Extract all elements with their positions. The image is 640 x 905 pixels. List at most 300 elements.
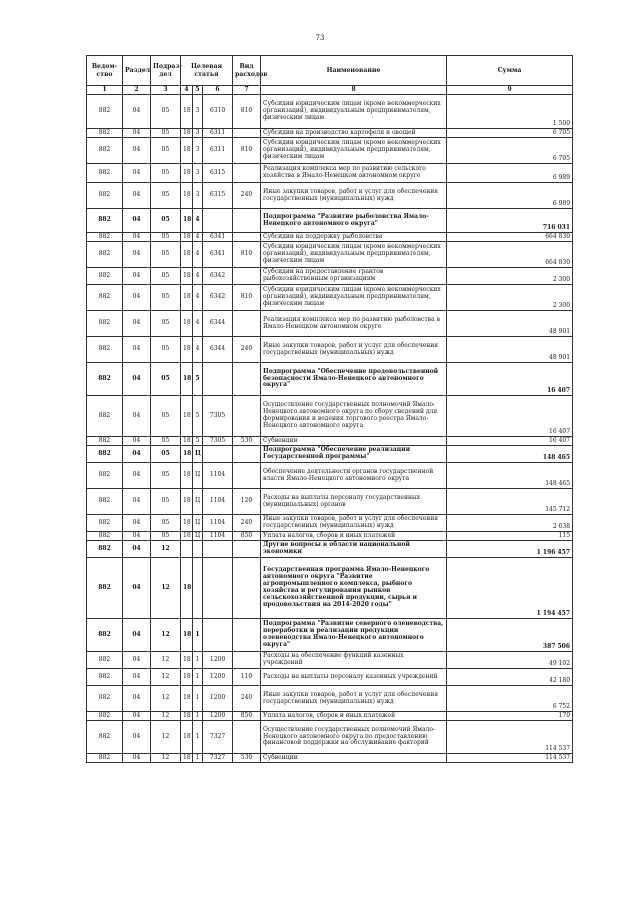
cell-naimenovanie: Иные закупки товаров, работ и услуг для обеспечения государственных (муниципальных) нужд xyxy=(261,337,447,363)
cell-summa: 6 705 xyxy=(447,138,573,164)
cell-naimenovanie: Субсидии на производство картофеля и овощей xyxy=(261,129,447,138)
cell-vid-raskhodov: 810 xyxy=(233,285,261,311)
cell-naimenovanie: Субсидии на предоставление грантов рыбохозяйственным организациям xyxy=(261,268,447,285)
cell-celevaya-code xyxy=(203,558,233,619)
cell-razdel: 04 xyxy=(123,652,151,669)
cell-vid-raskhodov: 240 xyxy=(233,515,261,532)
cell-podrazdel: 05 xyxy=(151,489,181,515)
cell-podrazdel: 05 xyxy=(151,532,181,541)
cell-razdel: 04 xyxy=(123,285,151,311)
cell-celevaya-subprogram: 3 xyxy=(193,129,203,138)
cell-vedomstvo: 882 xyxy=(87,721,123,754)
cell-razdel: 04 xyxy=(123,446,151,463)
cell-razdel: 04 xyxy=(123,337,151,363)
table-row xyxy=(87,129,573,138)
cell-celevaya-code xyxy=(203,541,233,558)
cell-celevaya-code: 1104 xyxy=(203,489,233,515)
cell-celevaya-subprogram: Ц xyxy=(193,515,203,532)
cell-razdel: 04 xyxy=(123,712,151,721)
cell-celevaya-subprogram: 4 xyxy=(193,285,203,311)
cell-vid-raskhodov xyxy=(233,541,261,558)
cell-celevaya-program: 18 xyxy=(181,515,193,532)
cell-celevaya-program: 18 xyxy=(181,652,193,669)
cell-vid-raskhodov: 810 xyxy=(233,138,261,164)
cell-naimenovanie: Расходы на обеспечение функций казенных учреждений xyxy=(261,652,447,669)
cell-vedomstvo: 882 xyxy=(87,619,123,652)
cell-celevaya-program: 18 xyxy=(181,209,193,233)
cell-naimenovanie: Уплата налогов, сборов и иных платежей xyxy=(261,532,447,541)
cell-celevaya-code: 1104 xyxy=(203,463,233,489)
cell-celevaya-code: 1200 xyxy=(203,686,233,712)
cell-summa: 664 830 xyxy=(447,233,573,242)
cell-naimenovanie: Подпрограмма "Обеспечение продовольственной безопасности Ямало-Ненецкого автономного округа" xyxy=(261,363,447,396)
cell-razdel: 04 xyxy=(123,242,151,268)
cell-celevaya-program: 18 xyxy=(181,95,193,129)
cell-vid-raskhodov: 850 xyxy=(233,532,261,541)
cell-podrazdel: 05 xyxy=(151,95,181,129)
cell-razdel: 04 xyxy=(123,754,151,763)
cell-vedomstvo: 882 xyxy=(87,686,123,712)
cell-podrazdel: 05 xyxy=(151,463,181,489)
cell-podrazdel: 05 xyxy=(151,437,181,446)
cell-celevaya-code: 1104 xyxy=(203,532,233,541)
cell-vid-raskhodov xyxy=(233,558,261,619)
table-row xyxy=(87,209,573,233)
cell-summa: 1 194 457 xyxy=(447,558,573,619)
cell-naimenovanie: Субвенции xyxy=(261,437,447,446)
cell-naimenovanie: Осуществление государственных полномочий Ямало-Ненецкого автономного округа по сбору сведений для формирования и ведения торгового реестра Ямало-Ненецкого автономного округа xyxy=(261,396,447,437)
cell-vid-raskhodov: 530 xyxy=(233,437,261,446)
cell-summa: 1 500 xyxy=(447,95,573,129)
cell-naimenovanie: Иные закупки товаров, работ и услуг для обеспечения государственных (муниципальных) нужд xyxy=(261,515,447,532)
cell-celevaya-program: 18 xyxy=(181,311,193,337)
cell-razdel: 04 xyxy=(123,721,151,754)
cell-naimenovanie: Иные закупки товаров, работ и услуг для обеспечения государственных (муниципальных) нужд xyxy=(261,686,447,712)
cell-summa: 145 712 xyxy=(447,489,573,515)
cell-razdel: 04 xyxy=(123,558,151,619)
cell-naimenovanie: Субсидии юридическим лицам (кроме некоммерческих организаций), индивидуальным предпринимателям, физическим лицам xyxy=(261,242,447,268)
cell-celevaya-code: 7305 xyxy=(203,396,233,437)
cell-celevaya-program: 18 xyxy=(181,463,193,489)
cell-celevaya-code: 6310 xyxy=(203,95,233,129)
cell-vid-raskhodov: 120 xyxy=(233,489,261,515)
cell-vedomstvo: 882 xyxy=(87,337,123,363)
cell-vedomstvo: 882 xyxy=(87,558,123,619)
cell-naimenovanie: Подпрограмма "Обеспечение реализации Государственной программы" xyxy=(261,446,447,463)
cell-celevaya-subprogram: 4 xyxy=(193,209,203,233)
cell-celevaya-subprogram: 3 xyxy=(193,164,203,183)
cell-celevaya-subprogram: 1 xyxy=(193,721,203,754)
cell-celevaya-code: 1200 xyxy=(203,669,233,686)
cell-vid-raskhodov xyxy=(233,164,261,183)
cell-celevaya-code: 1200 xyxy=(203,652,233,669)
cell-podrazdel: 12 xyxy=(151,541,181,558)
cell-vedomstvo: 882 xyxy=(87,446,123,463)
cell-celevaya-program: 18 xyxy=(181,183,193,209)
cell-celevaya-code: 6342 xyxy=(203,285,233,311)
cell-podrazdel: 05 xyxy=(151,396,181,437)
column-number: 8 xyxy=(261,86,447,95)
header-vid-raskhodov: Вид расходов xyxy=(233,56,261,86)
cell-vid-raskhodov: 810 xyxy=(233,242,261,268)
page-number: 73 xyxy=(315,34,325,42)
cell-podrazdel: 05 xyxy=(151,183,181,209)
cell-celevaya-subprogram: 3 xyxy=(193,95,203,129)
cell-podrazdel: 05 xyxy=(151,285,181,311)
cell-summa: 148 465 xyxy=(447,463,573,489)
cell-naimenovanie: Субвенции xyxy=(261,754,447,763)
cell-celevaya-program: 18 xyxy=(181,129,193,138)
table-row xyxy=(87,446,573,463)
cell-vedomstvo: 882 xyxy=(87,541,123,558)
header-vedomstvo: Ведом-ство xyxy=(87,56,123,86)
cell-vedomstvo: 882 xyxy=(87,396,123,437)
cell-celevaya-program: 18 xyxy=(181,138,193,164)
table-row xyxy=(87,558,573,619)
cell-celevaya-subprogram: 4 xyxy=(193,311,203,337)
cell-celevaya-program xyxy=(181,541,193,558)
cell-vid-raskhodov xyxy=(233,311,261,337)
cell-naimenovanie: Подпрограмма "Развитие рыболовства Ямало-Ненецкого автономного округа" xyxy=(261,209,447,233)
cell-vid-raskhodov xyxy=(233,652,261,669)
cell-celevaya-program: 18 xyxy=(181,337,193,363)
cell-celevaya-subprogram: 3 xyxy=(193,138,203,164)
cell-celevaya-program: 18 xyxy=(181,489,193,515)
cell-celevaya-subprogram: 5 xyxy=(193,363,203,396)
cell-celevaya-program: 18 xyxy=(181,754,193,763)
cell-naimenovanie: Обеспечение деятельности органов государственной власти Ямало-Ненецкого автономного округа xyxy=(261,463,447,489)
header-podrazdel: Подраз-дел xyxy=(151,56,181,86)
cell-vedomstvo: 882 xyxy=(87,712,123,721)
cell-razdel: 04 xyxy=(123,363,151,396)
cell-razdel: 04 xyxy=(123,532,151,541)
cell-vedomstvo: 882 xyxy=(87,669,123,686)
cell-razdel: 04 xyxy=(123,209,151,233)
cell-summa: 115 xyxy=(447,532,573,541)
cell-vedomstvo: 882 xyxy=(87,311,123,337)
table-row xyxy=(87,268,573,285)
cell-podrazdel: 12 xyxy=(151,652,181,669)
cell-vid-raskhodov xyxy=(233,209,261,233)
cell-summa: 6 989 xyxy=(447,164,573,183)
cell-celevaya-subprogram: 1 xyxy=(193,686,203,712)
cell-summa: 49 102 xyxy=(447,652,573,669)
cell-vid-raskhodov xyxy=(233,363,261,396)
cell-celevaya-subprogram: 1 xyxy=(193,754,203,763)
cell-summa: 6 752 xyxy=(447,686,573,712)
budget-table xyxy=(86,55,573,763)
column-number: 5 xyxy=(193,86,203,95)
table-row xyxy=(87,233,573,242)
cell-celevaya-code: 7305 xyxy=(203,437,233,446)
cell-vedomstvo: 882 xyxy=(87,363,123,396)
cell-celevaya-program: 18 xyxy=(181,242,193,268)
cell-summa: 42 180 xyxy=(447,669,573,686)
cell-celevaya-subprogram: 1 xyxy=(193,712,203,721)
cell-vid-raskhodov: 240 xyxy=(233,183,261,209)
cell-celevaya-code: 6311 xyxy=(203,138,233,164)
cell-vedomstvo: 882 xyxy=(87,754,123,763)
cell-celevaya-subprogram: 1 xyxy=(193,652,203,669)
column-number: 1 xyxy=(87,86,123,95)
cell-podrazdel: 05 xyxy=(151,268,181,285)
cell-vid-raskhodov: 240 xyxy=(233,337,261,363)
cell-summa: 2 300 xyxy=(447,285,573,311)
cell-naimenovanie: Осуществление государственных полномочий Ямало-Ненецкого автономного округа по предоставлению финансовой поддержки на обслуживание факторий xyxy=(261,721,447,754)
table-row xyxy=(87,164,573,183)
cell-razdel: 04 xyxy=(123,515,151,532)
header-summa: Сумма xyxy=(447,56,573,86)
table-row xyxy=(87,337,573,363)
cell-razdel: 04 xyxy=(123,95,151,129)
cell-razdel: 04 xyxy=(123,311,151,337)
cell-summa: 387 506 xyxy=(447,619,573,652)
cell-summa: 114 537 xyxy=(447,754,573,763)
cell-celevaya-subprogram: Ц xyxy=(193,532,203,541)
cell-summa: 114 537 xyxy=(447,721,573,754)
table-row xyxy=(87,541,573,558)
cell-podrazdel: 05 xyxy=(151,209,181,233)
cell-celevaya-program: 18 xyxy=(181,363,193,396)
cell-podrazdel: 05 xyxy=(151,242,181,268)
cell-celevaya-program: 18 xyxy=(181,532,193,541)
cell-naimenovanie: Подпрограмма "Развитие северного оленеводства, переработки и реализации продукции оленеводства Ямало-Ненецкого автономного округа" xyxy=(261,619,447,652)
cell-summa: 148 465 xyxy=(447,446,573,463)
column-number: 3 xyxy=(151,86,181,95)
table-row xyxy=(87,463,573,489)
cell-summa: 6 989 xyxy=(447,183,573,209)
cell-naimenovanie: Реализация комплекса мер по развитию сельского хозяйства в Ямало-Ненецком автономном округе xyxy=(261,164,447,183)
cell-naimenovanie: Уплата налогов, сборов и иных платежей xyxy=(261,712,447,721)
cell-celevaya-code xyxy=(203,363,233,396)
cell-vid-raskhodov: 850 xyxy=(233,712,261,721)
column-number: 9 xyxy=(447,86,573,95)
cell-vid-raskhodov: 240 xyxy=(233,686,261,712)
cell-naimenovanie: Расходы на выплаты персоналу государственных (муниципальных) органов xyxy=(261,489,447,515)
cell-vid-raskhodov xyxy=(233,619,261,652)
cell-razdel: 04 xyxy=(123,489,151,515)
cell-vedomstvo: 882 xyxy=(87,652,123,669)
cell-celevaya-program: 18 xyxy=(181,285,193,311)
table-row xyxy=(87,138,573,164)
table-row xyxy=(87,532,573,541)
table-row xyxy=(87,652,573,669)
cell-celevaya-subprogram: 5 xyxy=(193,437,203,446)
cell-vid-raskhodov xyxy=(233,463,261,489)
cell-podrazdel: 05 xyxy=(151,515,181,532)
table-row xyxy=(87,619,573,652)
table-row xyxy=(87,754,573,763)
cell-celevaya-subprogram: Ц xyxy=(193,489,203,515)
cell-vedomstvo: 882 xyxy=(87,268,123,285)
cell-razdel: 04 xyxy=(123,437,151,446)
cell-podrazdel: 05 xyxy=(151,337,181,363)
cell-summa: 48 901 xyxy=(447,337,573,363)
cell-celevaya-subprogram: 4 xyxy=(193,268,203,285)
cell-podrazdel: 05 xyxy=(151,363,181,396)
cell-naimenovanie: Субсидии юридическим лицам (кроме некоммерческих организаций), индивидуальным предпринимателям, физическим лицам xyxy=(261,138,447,164)
cell-summa: 2 300 xyxy=(447,268,573,285)
cell-naimenovanie: Другие вопросы в области национальной экономики xyxy=(261,541,447,558)
cell-naimenovanie: Субсидии на поддержку рыболовства xyxy=(261,233,447,242)
cell-razdel: 04 xyxy=(123,686,151,712)
cell-razdel: 04 xyxy=(123,129,151,138)
cell-vid-raskhodov: 810 xyxy=(233,95,261,129)
cell-vid-raskhodov: 110 xyxy=(233,669,261,686)
cell-vid-raskhodov xyxy=(233,396,261,437)
cell-naimenovanie: Расходы на выплаты персоналу казенных учреждений xyxy=(261,669,447,686)
cell-celevaya-subprogram xyxy=(193,541,203,558)
cell-podrazdel: 12 xyxy=(151,754,181,763)
cell-celevaya-code xyxy=(203,209,233,233)
cell-summa: 170 xyxy=(447,712,573,721)
cell-celevaya-code: 6341 xyxy=(203,233,233,242)
cell-podrazdel: 12 xyxy=(151,721,181,754)
cell-celevaya-subprogram: 3 xyxy=(193,183,203,209)
cell-naimenovanie: Иные закупки товаров, работ и услуг для обеспечения государственных (муниципальных) нужд xyxy=(261,183,447,209)
cell-podrazdel: 05 xyxy=(151,311,181,337)
header-razdel: Раздел xyxy=(123,56,151,86)
cell-summa: 664 830 xyxy=(447,242,573,268)
table-row xyxy=(87,242,573,268)
cell-celevaya-program: 18 xyxy=(181,446,193,463)
table-row xyxy=(87,311,573,337)
cell-celevaya-program: 18 xyxy=(181,233,193,242)
cell-razdel: 04 xyxy=(123,619,151,652)
cell-podrazdel: 05 xyxy=(151,233,181,242)
cell-podrazdel: 12 xyxy=(151,712,181,721)
cell-razdel: 04 xyxy=(123,164,151,183)
cell-celevaya-program: 18 xyxy=(181,268,193,285)
cell-celevaya-program: 18 xyxy=(181,619,193,652)
cell-celevaya-code: 6344 xyxy=(203,311,233,337)
cell-summa: 716 031 xyxy=(447,209,573,233)
cell-celevaya-program: 18 xyxy=(181,721,193,754)
cell-vid-raskhodov: 530 xyxy=(233,754,261,763)
cell-podrazdel: 05 xyxy=(151,446,181,463)
cell-celevaya-code: 6311 xyxy=(203,129,233,138)
table-row xyxy=(87,686,573,712)
table-row xyxy=(87,669,573,686)
cell-podrazdel: 05 xyxy=(151,129,181,138)
cell-razdel: 04 xyxy=(123,268,151,285)
table-row xyxy=(87,721,573,754)
cell-celevaya-program: 18 xyxy=(181,712,193,721)
table-row xyxy=(87,515,573,532)
cell-celevaya-code xyxy=(203,446,233,463)
cell-celevaya-code: 6341 xyxy=(203,242,233,268)
cell-summa: 16 407 xyxy=(447,437,573,446)
cell-vid-raskhodov xyxy=(233,233,261,242)
cell-summa: 1 196 457 xyxy=(447,541,573,558)
column-number: 2 xyxy=(123,86,151,95)
cell-summa: 16 407 xyxy=(447,363,573,396)
cell-razdel: 04 xyxy=(123,396,151,437)
cell-celevaya-program: 18 xyxy=(181,396,193,437)
cell-vid-raskhodov xyxy=(233,721,261,754)
cell-vedomstvo: 882 xyxy=(87,463,123,489)
cell-podrazdel: 12 xyxy=(151,619,181,652)
cell-naimenovanie: Государственная программа Ямало-Ненецкого автономного округа "Развитие агропромышленного комплекса, рыбного хозяйства и регулирования рынков сельскохозяйственной продукции, сырья и продовольствия на 2014-2020 годы" xyxy=(261,558,447,619)
table-row xyxy=(87,712,573,721)
cell-naimenovanie: Реализация комплекса мер по развитию рыболовства в Ямало-Ненецком автономном округе xyxy=(261,311,447,337)
cell-celevaya-subprogram: 1 xyxy=(193,669,203,686)
cell-celevaya-subprogram: 4 xyxy=(193,233,203,242)
cell-celevaya-code: 6344 xyxy=(203,337,233,363)
cell-vid-raskhodov xyxy=(233,129,261,138)
cell-celevaya-code: 6342 xyxy=(203,268,233,285)
column-number: 4 xyxy=(181,86,193,95)
header-celevaya-statya: Целевая статья xyxy=(181,56,233,86)
cell-celevaya-program: 18 xyxy=(181,558,193,619)
cell-vid-raskhodov xyxy=(233,268,261,285)
cell-vedomstvo: 882 xyxy=(87,138,123,164)
cell-celevaya-code: 6315 xyxy=(203,164,233,183)
cell-celevaya-subprogram: 1 xyxy=(193,619,203,652)
cell-celevaya-code: 7327 xyxy=(203,754,233,763)
cell-celevaya-program: 18 xyxy=(181,686,193,712)
header-row xyxy=(87,56,573,86)
cell-naimenovanie: Субсидии юридическим лицам (кроме некоммерческих организаций), индивидуальным предпринимателям, физическим лицам xyxy=(261,285,447,311)
cell-razdel: 04 xyxy=(123,138,151,164)
cell-celevaya-code: 6315 xyxy=(203,183,233,209)
cell-vedomstvo: 882 xyxy=(87,129,123,138)
cell-vedomstvo: 882 xyxy=(87,532,123,541)
cell-vedomstvo: 882 xyxy=(87,95,123,129)
cell-celevaya-subprogram: 4 xyxy=(193,242,203,268)
cell-celevaya-subprogram: 5 xyxy=(193,396,203,437)
cell-razdel: 04 xyxy=(123,669,151,686)
cell-celevaya-code: 7327 xyxy=(203,721,233,754)
cell-celevaya-subprogram: Ц xyxy=(193,463,203,489)
cell-vedomstvo: 882 xyxy=(87,183,123,209)
cell-razdel: 04 xyxy=(123,541,151,558)
cell-celevaya-program: 18 xyxy=(181,437,193,446)
cell-summa: 2 638 xyxy=(447,515,573,532)
cell-naimenovanie: Субсидии юридическим лицам (кроме некоммерческих организаций), индивидуальным предпринимателям, физическим лицам xyxy=(261,95,447,129)
header-naimenovanie: Наименование xyxy=(261,56,447,86)
table-row xyxy=(87,183,573,209)
cell-razdel: 04 xyxy=(123,183,151,209)
cell-celevaya-subprogram xyxy=(193,558,203,619)
cell-celevaya-code: 1104 xyxy=(203,515,233,532)
table-row xyxy=(87,285,573,311)
column-number-row xyxy=(87,86,573,95)
cell-podrazdel: 12 xyxy=(151,558,181,619)
table-row xyxy=(87,396,573,437)
table-row xyxy=(87,489,573,515)
cell-celevaya-code xyxy=(203,619,233,652)
cell-vedomstvo: 882 xyxy=(87,233,123,242)
cell-celevaya-subprogram: Ц xyxy=(193,446,203,463)
cell-razdel: 04 xyxy=(123,463,151,489)
cell-podrazdel: 05 xyxy=(151,164,181,183)
cell-celevaya-program: 18 xyxy=(181,164,193,183)
cell-celevaya-code: 1200 xyxy=(203,712,233,721)
table-row xyxy=(87,437,573,446)
table-row xyxy=(87,363,573,396)
cell-razdel: 04 xyxy=(123,233,151,242)
cell-vedomstvo: 882 xyxy=(87,209,123,233)
cell-vedomstvo: 882 xyxy=(87,285,123,311)
table-row xyxy=(87,95,573,129)
cell-celevaya-program: 18 xyxy=(181,669,193,686)
column-number: 7 xyxy=(233,86,261,95)
cell-summa: 6 705 xyxy=(447,129,573,138)
cell-podrazdel: 05 xyxy=(151,138,181,164)
cell-summa: 16 407 xyxy=(447,396,573,437)
cell-vedomstvo: 882 xyxy=(87,437,123,446)
